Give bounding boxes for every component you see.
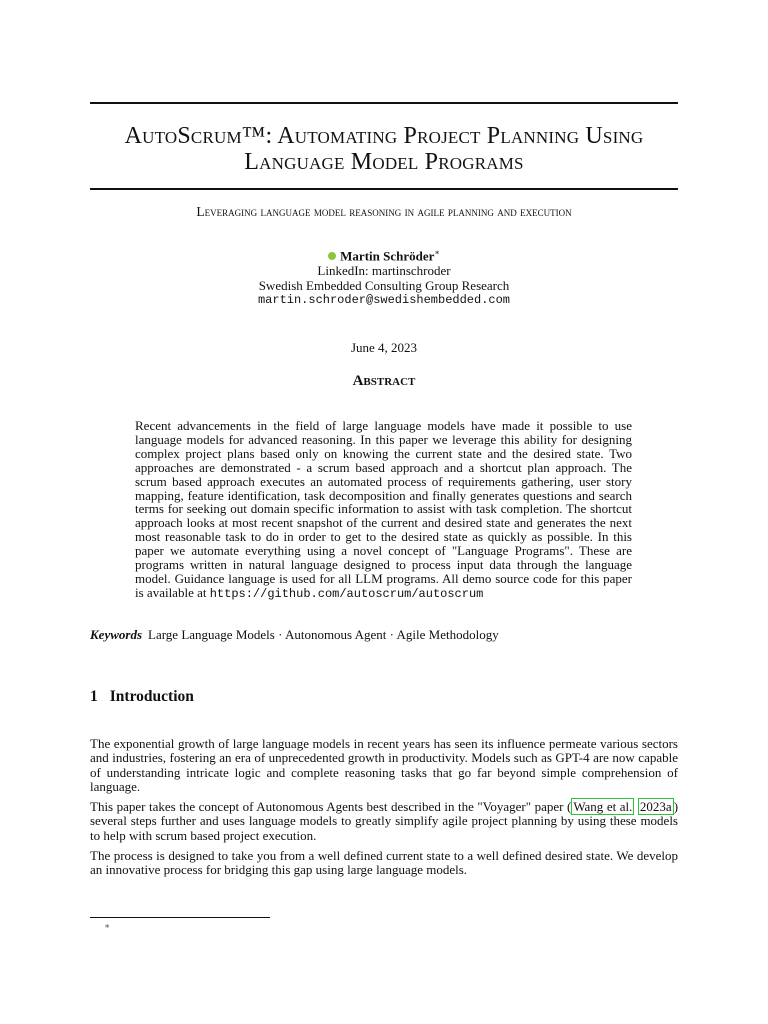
author-affiliation: Swedish Embedded Consulting Group Research — [258, 278, 510, 294]
paragraph-2-text-after: ) several steps further and uses language models to greatly simplify agile project planning by using these models to help with scrum based project execution. — [90, 799, 679, 843]
paper-subtitle: Leveraging language model reasoning in agile planning and execution — [196, 204, 572, 219]
keywords-line — [90, 627, 499, 643]
author-footnote-mark: ∗ — [434, 248, 440, 257]
abstract-body — [135, 419, 632, 602]
paragraph-3: The process is designed to take you from a well defined current state to a well defined desired state. We develop an innovative process for bridging this gap using large language models. — [90, 848, 678, 878]
introduction-body — [90, 737, 678, 884]
title-bottom-rule — [90, 188, 678, 190]
abstract-heading: Abstract — [352, 373, 416, 389]
author-linkedin: LinkedIn: martinschroder — [317, 263, 451, 279]
paper-date: June 4, 2023 — [350, 340, 418, 355]
footnote-mark: ∗ — [104, 921, 111, 931]
section-heading-introduction — [90, 688, 194, 706]
abstract-repo-url[interactable]: https://github.com/autoscrum/autoscrum — [209, 586, 484, 601]
abstract-text: Recent advancements in the field of large language models have made it possible to use language models for advanced reasoning. In this paper we leverage this ability for designing complex project plans based only on knowing the current state and the desired state. Two approaches are demonstrated - a scrum based approach and a shortcut plan approach. The scrum based approach executes an automated process of requirements gathering, user story mapping, feature identification, task decomposition and finally generates questions and search terms for seeking out domain specific information to assist with task completion. The shortcut approach looks at most recent snapshot of the current and desired state and generates the next most reasonable task to do in order to get to the desired state as quickly as possible. In this paper we automate everything using a novel concept of "Language Programs". These are programs written in natural language designed to process input data through the language model. Guidance language is used for all LLM programs. All demo source code for this paper is available at — [135, 418, 632, 600]
author-block — [90, 245, 678, 308]
section-number: 1 — [90, 688, 98, 705]
paragraph-2 — [90, 800, 678, 843]
paper-title-line-1: AutoScrum™: Automating Project Planning Using — [124, 123, 644, 149]
paper-title-line-2: Language Model Programs — [244, 149, 524, 175]
paragraph-2-text-before: This paper takes the concept of Autonomous Agents best described in the "Voyager" paper ( — [90, 799, 572, 815]
citation-year-link[interactable]: 2023a — [639, 799, 672, 815]
citation-author-link[interactable]: Wang et al. — [573, 799, 633, 815]
keywords-text: Large Language Models · Autonomous Agent · Agile Methodology — [148, 627, 499, 642]
keywords-label: Keywords — [90, 627, 142, 642]
footnote-rule — [90, 917, 270, 918]
author-name: Martin Schröder — [340, 248, 435, 264]
author-line — [90, 245, 678, 263]
paragraph-1: The exponential growth of large language models in recent years has seen its influence permeate various sectors and industries, fostering an era of unprecedented growth in productivity. Models such as GPT-4 are now capable of understanding intricate logic and complete reasoning tasks that go far beyond simple comprehension of language. — [90, 736, 678, 794]
author-email[interactable]: martin.schroder@swedishembedded.com — [257, 293, 511, 308]
orcid-icon[interactable] — [328, 252, 336, 260]
section-title: Introduction — [109, 688, 194, 705]
title-top-rule — [90, 102, 678, 104]
